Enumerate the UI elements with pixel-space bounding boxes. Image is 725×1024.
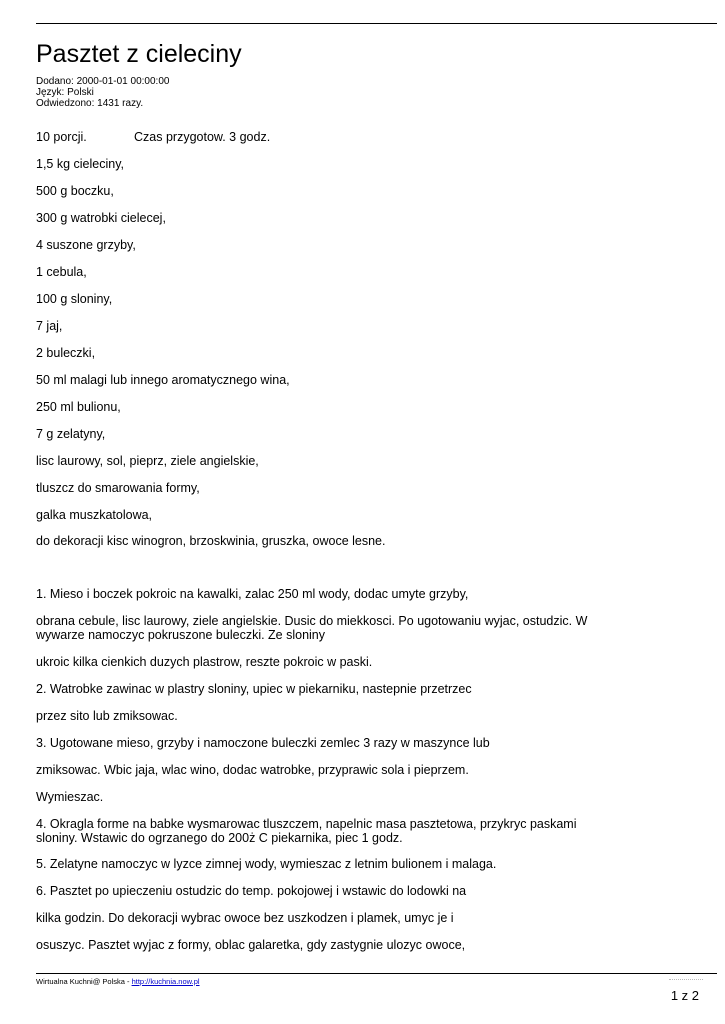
step-line: zmiksowac. Wbic jaja, wlac wino, dodac watrobke, przyprawic sola i pieprzem. (36, 763, 469, 777)
step-line: ukroic kilka cienkich duzych plastrow, reszte pokroic w paski. (36, 655, 373, 669)
footer-site-name: Wirtualna Kuchni@ Polska - (36, 977, 132, 986)
meta-visited: Odwiedzono: 1431 razy. (36, 98, 144, 109)
servings-text: 10 porcji. (36, 130, 87, 144)
ingredient-item: tluszcz do smarowania formy, (36, 481, 200, 495)
ingredient-item: 250 ml bulionu, (36, 400, 121, 414)
ingredient-item: lisc laurowy, sol, pieprz, ziele angielskie, (36, 454, 259, 468)
step-line: przez sito lub zmiksowac. (36, 709, 178, 723)
servings-row (36, 130, 270, 145)
footer-decoration (669, 979, 703, 980)
step-line: osuszyc. Pasztet wyjac z formy, oblac galaretka, gdy zastygnie ulozyc owoce, (36, 938, 466, 952)
step-line: 6. Pasztet po upieczeniu ostudzic do temp. pokojowej i wstawic do lodowki na (36, 884, 467, 898)
step-line: 1. Mieso i boczek pokroic na kawalki, zalac 250 ml wody, dodac umyte grzyby, (36, 587, 469, 601)
footer-rule (36, 973, 717, 974)
step-line: sloniny. Wstawic do ogrzanego do 200ż C piekarnika, piec 1 godz. (36, 831, 403, 845)
step-line: Wymieszac. (36, 790, 104, 804)
step-line: 3. Ugotowane mieso, grzyby i namoczone buleczki zemlec 3 razy w maszynce lub (36, 736, 490, 750)
ingredient-item: 50 ml malagi lub innego aromatycznego wina, (36, 373, 290, 387)
step-line: kilka godzin. Do dekoracji wybrac owoce bez uszkodzen i plamek, umyc je i (36, 911, 454, 925)
ingredient-item: 300 g watrobki cielecej, (36, 211, 166, 225)
step-line: 4. Okragla forme na babke wysmarowac tluszczem, napelnic masa pasztetowa, przykryc paskami (36, 817, 577, 831)
ingredient-item: 4 suszone grzyby, (36, 238, 136, 252)
step-line: 2. Watrobke zawinac w plastry sloniny, upiec w piekarniku, nastepnie przetrzec (36, 682, 472, 696)
ingredient-item: 7 jaj, (36, 319, 63, 333)
step-line: obrana cebule, lisc laurowy, ziele angielskie. Dusic do miekkosci. Po ugotowaniu wyjac, ostudzic. W (36, 614, 588, 628)
page-title: Pasztet z cieleciny (36, 40, 242, 68)
footer-source (36, 977, 200, 986)
prep-time-text: Czas przygotow. 3 godz. (134, 130, 271, 144)
ingredient-item: 100 g sloniny, (36, 292, 113, 306)
ingredient-item: 7 g zelatyny, (36, 427, 106, 441)
ingredient-item: 1,5 kg cieleciny, (36, 157, 125, 171)
ingredient-item: galka muszkatolowa, (36, 508, 153, 522)
meta-added: Dodano: 2000-01-01 00:00:00 (36, 76, 170, 87)
ingredient-item: do dekoracji kisc winogron, brzoskwinia, gruszka, owoce lesne. (36, 534, 386, 548)
step-line: wywarze namoczyc pokruszone buleczki. Ze sloniny (36, 628, 326, 642)
ingredient-item: 2 buleczki, (36, 346, 96, 360)
footer-site-link[interactable]: http://kuchnia.now.pl (131, 977, 200, 986)
top-rule (36, 23, 717, 24)
page-indicator: 1 z 2 (670, 988, 699, 1003)
ingredient-item: 500 g boczku, (36, 184, 114, 198)
step-line: 5. Zelatyne namoczyc w lyzce zimnej wody, wymieszac z letnim bulionem i malaga. (36, 857, 497, 871)
meta-language: Język: Polski (36, 87, 94, 98)
recipe-meta (36, 76, 169, 109)
ingredient-item: 1 cebula, (36, 265, 87, 279)
